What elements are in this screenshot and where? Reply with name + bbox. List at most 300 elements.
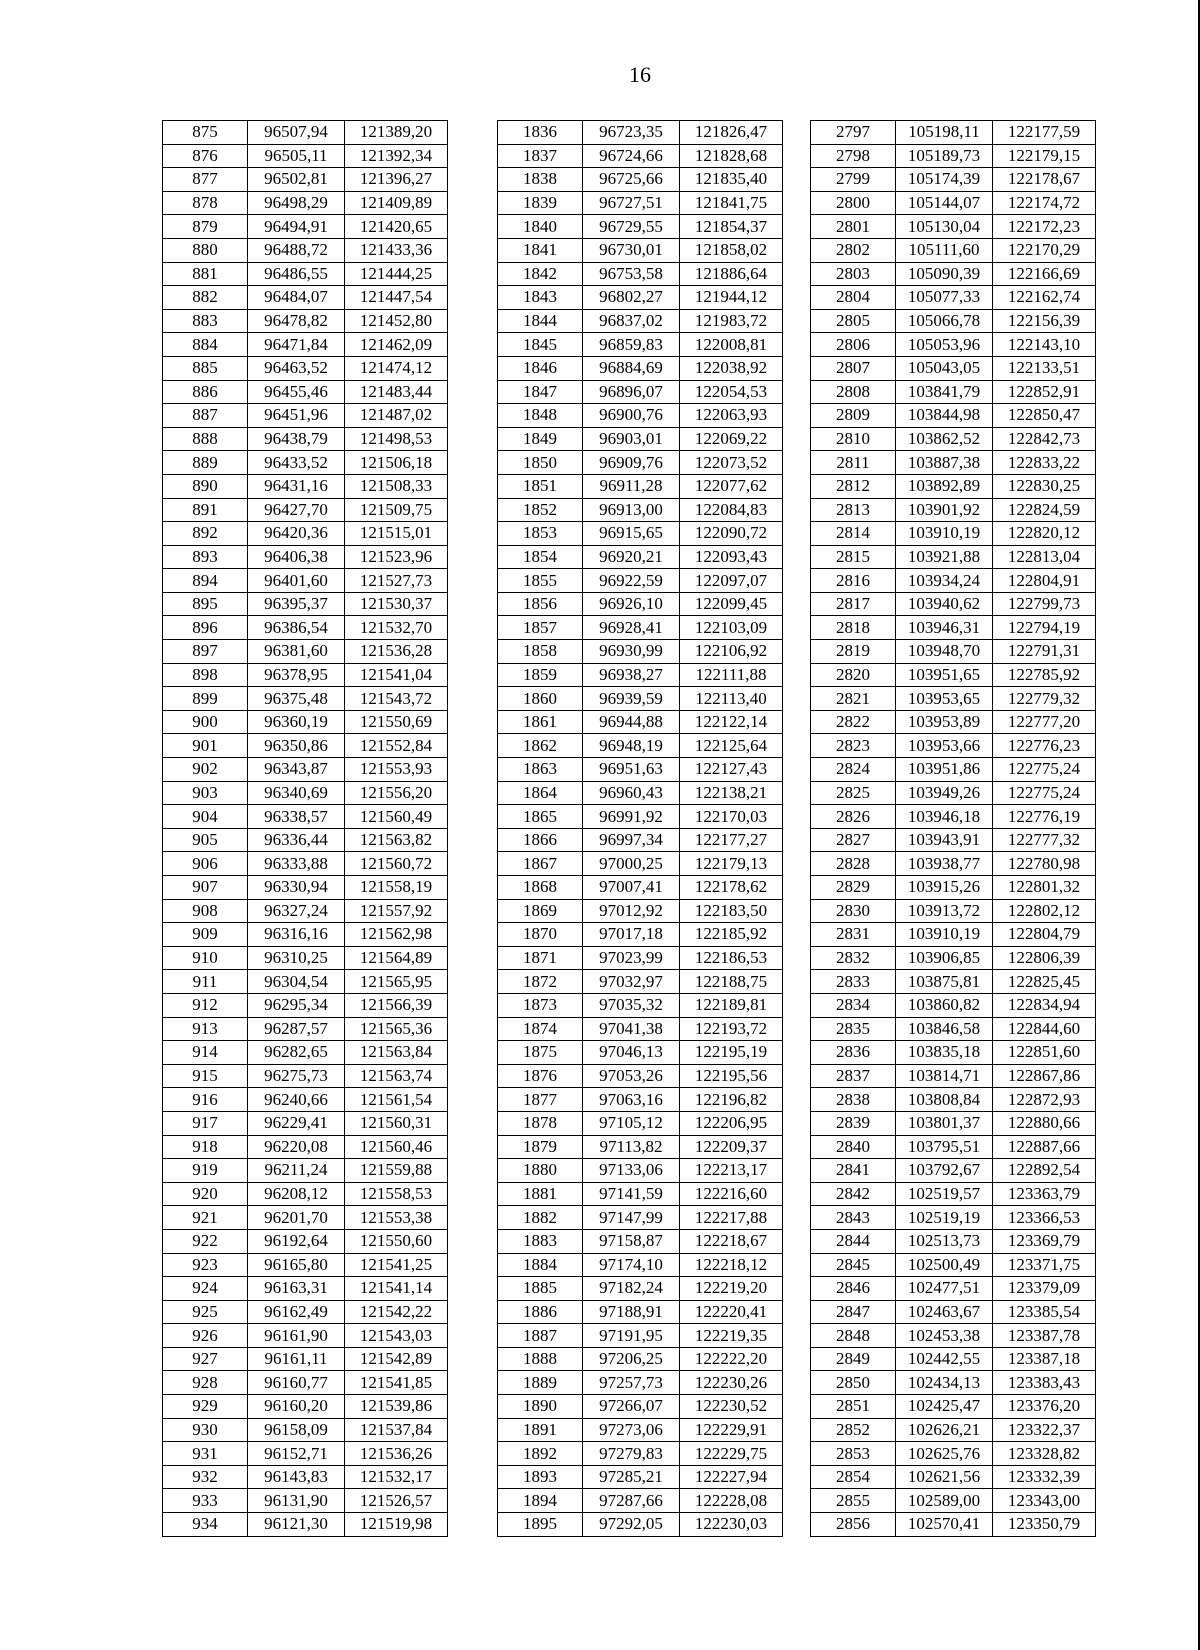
x-coordinate-cell: 105043,05 <box>896 356 993 380</box>
x-coordinate-cell: 96948,19 <box>583 734 680 758</box>
point-number-cell: 1874 <box>498 1017 583 1041</box>
point-number-cell: 924 <box>163 1277 248 1301</box>
y-coordinate-cell: 122779,32 <box>993 687 1096 711</box>
y-coordinate-cell: 121560,31 <box>345 1111 448 1135</box>
y-coordinate-cell: 122844,60 <box>993 1017 1096 1041</box>
table-row <box>498 616 783 640</box>
x-coordinate-cell: 102570,41 <box>896 1513 993 1537</box>
x-coordinate-cell: 96420,36 <box>248 522 345 546</box>
coordinates-table-2 <box>497 120 783 1537</box>
point-number-cell: 2801 <box>811 215 896 239</box>
x-coordinate-cell: 103795,51 <box>896 1135 993 1159</box>
x-coordinate-cell: 103844,98 <box>896 404 993 428</box>
x-coordinate-cell: 96725,66 <box>583 168 680 192</box>
point-number-cell: 916 <box>163 1088 248 1112</box>
y-coordinate-cell: 122133,51 <box>993 356 1096 380</box>
y-coordinate-cell: 122054,53 <box>680 380 783 404</box>
x-coordinate-cell: 102513,73 <box>896 1229 993 1253</box>
x-coordinate-cell: 102434,13 <box>896 1371 993 1395</box>
table-row <box>163 427 448 451</box>
table-row <box>811 1371 1096 1395</box>
point-number-cell: 930 <box>163 1418 248 1442</box>
table-row <box>163 1395 448 1419</box>
y-coordinate-cell: 121487,02 <box>345 404 448 428</box>
y-coordinate-cell: 121566,39 <box>345 993 448 1017</box>
x-coordinate-cell: 96433,52 <box>248 451 345 475</box>
point-number-cell: 1857 <box>498 616 583 640</box>
y-coordinate-cell: 122216,60 <box>680 1182 783 1206</box>
x-coordinate-cell: 96486,55 <box>248 262 345 286</box>
x-coordinate-cell: 96201,70 <box>248 1206 345 1230</box>
table-row <box>498 687 783 711</box>
x-coordinate-cell: 105090,39 <box>896 262 993 286</box>
x-coordinate-cell: 96165,80 <box>248 1253 345 1277</box>
x-coordinate-cell: 96121,30 <box>248 1513 345 1537</box>
y-coordinate-cell: 123350,79 <box>993 1513 1096 1537</box>
y-coordinate-cell: 121444,25 <box>345 262 448 286</box>
table-row <box>811 663 1096 687</box>
point-number-cell: 1854 <box>498 545 583 569</box>
x-coordinate-cell: 96938,27 <box>583 663 680 687</box>
table-row <box>498 1277 783 1301</box>
table-row <box>811 1513 1096 1537</box>
table-row <box>498 262 783 286</box>
x-coordinate-cell: 102519,19 <box>896 1206 993 1230</box>
table-row <box>498 1253 783 1277</box>
y-coordinate-cell: 121835,40 <box>680 168 783 192</box>
x-coordinate-cell: 96920,21 <box>583 545 680 569</box>
y-coordinate-cell: 121543,03 <box>345 1324 448 1348</box>
x-coordinate-cell: 96401,60 <box>248 569 345 593</box>
point-number-cell: 1875 <box>498 1041 583 1065</box>
x-coordinate-cell: 96282,65 <box>248 1041 345 1065</box>
x-coordinate-cell: 97063,16 <box>583 1088 680 1112</box>
table-row <box>163 1513 448 1537</box>
point-number-cell: 1872 <box>498 970 583 994</box>
x-coordinate-cell: 96220,08 <box>248 1135 345 1159</box>
table-row <box>498 1300 783 1324</box>
y-coordinate-cell: 122170,03 <box>680 805 783 829</box>
table-row <box>811 687 1096 711</box>
table-row <box>498 1418 783 1442</box>
x-coordinate-cell: 96502,81 <box>248 168 345 192</box>
y-coordinate-cell: 123366,53 <box>993 1206 1096 1230</box>
y-coordinate-cell: 121944,12 <box>680 286 783 310</box>
table-row <box>163 758 448 782</box>
table-row <box>163 262 448 286</box>
y-coordinate-cell: 122138,21 <box>680 781 783 805</box>
table-row <box>163 1111 448 1135</box>
point-number-cell: 914 <box>163 1041 248 1065</box>
y-coordinate-cell: 121389,20 <box>345 121 448 145</box>
point-number-cell: 1853 <box>498 522 583 546</box>
table-row <box>498 876 783 900</box>
point-number-cell: 1879 <box>498 1135 583 1159</box>
point-number-cell: 1864 <box>498 781 583 805</box>
point-number-cell: 2824 <box>811 758 896 782</box>
x-coordinate-cell: 96275,73 <box>248 1064 345 1088</box>
x-coordinate-cell: 102425,47 <box>896 1395 993 1419</box>
point-number-cell: 894 <box>163 569 248 593</box>
point-number-cell: 1893 <box>498 1465 583 1489</box>
point-number-cell: 1889 <box>498 1371 583 1395</box>
x-coordinate-cell: 96884,69 <box>583 356 680 380</box>
table-row <box>811 404 1096 428</box>
y-coordinate-cell: 122775,24 <box>993 781 1096 805</box>
x-coordinate-cell: 103915,26 <box>896 876 993 900</box>
y-coordinate-cell: 122825,45 <box>993 970 1096 994</box>
x-coordinate-cell: 96505,11 <box>248 144 345 168</box>
point-number-cell: 912 <box>163 993 248 1017</box>
x-coordinate-cell: 97041,38 <box>583 1017 680 1041</box>
x-coordinate-cell: 96310,25 <box>248 946 345 970</box>
table-row <box>498 781 783 805</box>
y-coordinate-cell: 123371,75 <box>993 1253 1096 1277</box>
point-number-cell: 1880 <box>498 1159 583 1183</box>
point-number-cell: 1856 <box>498 592 583 616</box>
x-coordinate-cell: 96730,01 <box>583 238 680 262</box>
x-coordinate-cell: 105130,04 <box>896 215 993 239</box>
table-row <box>498 899 783 923</box>
y-coordinate-cell: 121983,72 <box>680 309 783 333</box>
y-coordinate-cell: 122834,94 <box>993 993 1096 1017</box>
y-coordinate-cell: 122777,32 <box>993 828 1096 852</box>
table-row <box>163 1253 448 1277</box>
y-coordinate-cell: 122188,75 <box>680 970 783 994</box>
y-coordinate-cell: 122780,98 <box>993 852 1096 876</box>
table-row <box>163 640 448 664</box>
point-number-cell: 1883 <box>498 1229 583 1253</box>
y-coordinate-cell: 121558,19 <box>345 876 448 900</box>
x-coordinate-cell: 96240,66 <box>248 1088 345 1112</box>
x-coordinate-cell: 103814,71 <box>896 1064 993 1088</box>
point-number-cell: 906 <box>163 852 248 876</box>
coordinates-table-1 <box>162 120 448 1537</box>
point-number-cell: 879 <box>163 215 248 239</box>
point-number-cell: 1836 <box>498 121 583 145</box>
point-number-cell: 884 <box>163 333 248 357</box>
y-coordinate-cell: 121536,26 <box>345 1442 448 1466</box>
y-coordinate-cell: 122179,15 <box>993 144 1096 168</box>
point-number-cell: 888 <box>163 427 248 451</box>
table-row <box>811 309 1096 333</box>
point-number-cell: 910 <box>163 946 248 970</box>
point-number-cell: 2807 <box>811 356 896 380</box>
x-coordinate-cell: 96295,34 <box>248 993 345 1017</box>
y-coordinate-cell: 121553,38 <box>345 1206 448 1230</box>
x-coordinate-cell: 96386,54 <box>248 616 345 640</box>
x-coordinate-cell: 96211,24 <box>248 1159 345 1183</box>
x-coordinate-cell: 97257,73 <box>583 1371 680 1395</box>
point-number-cell: 1861 <box>498 710 583 734</box>
point-number-cell: 2852 <box>811 1418 896 1442</box>
y-coordinate-cell: 121562,98 <box>345 923 448 947</box>
y-coordinate-cell: 121886,64 <box>680 262 783 286</box>
y-coordinate-cell: 121483,44 <box>345 380 448 404</box>
table-row <box>163 1159 448 1183</box>
y-coordinate-cell: 122850,47 <box>993 404 1096 428</box>
y-coordinate-cell: 122073,52 <box>680 451 783 475</box>
table-row <box>163 356 448 380</box>
table-row <box>498 663 783 687</box>
point-number-cell: 918 <box>163 1135 248 1159</box>
table-row <box>498 238 783 262</box>
point-number-cell: 2806 <box>811 333 896 357</box>
y-coordinate-cell: 121558,53 <box>345 1182 448 1206</box>
x-coordinate-cell: 105198,11 <box>896 121 993 145</box>
y-coordinate-cell: 121396,27 <box>345 168 448 192</box>
y-coordinate-cell: 122069,22 <box>680 427 783 451</box>
point-number-cell: 2831 <box>811 923 896 947</box>
x-coordinate-cell: 96802,27 <box>583 286 680 310</box>
y-coordinate-cell: 122125,64 <box>680 734 783 758</box>
table-row <box>811 876 1096 900</box>
y-coordinate-cell: 122806,39 <box>993 946 1096 970</box>
x-coordinate-cell: 96455,46 <box>248 380 345 404</box>
table-row <box>163 1017 448 1041</box>
x-coordinate-cell: 105111,60 <box>896 238 993 262</box>
table-row <box>163 1347 448 1371</box>
table-row <box>811 852 1096 876</box>
x-coordinate-cell: 96926,10 <box>583 592 680 616</box>
table-row <box>498 734 783 758</box>
table-row <box>498 852 783 876</box>
y-coordinate-cell: 122220,41 <box>680 1300 783 1324</box>
y-coordinate-cell: 121541,14 <box>345 1277 448 1301</box>
y-coordinate-cell: 122179,13 <box>680 852 783 876</box>
y-coordinate-cell: 121553,93 <box>345 758 448 782</box>
point-number-cell: 2853 <box>811 1442 896 1466</box>
point-number-cell: 2817 <box>811 592 896 616</box>
x-coordinate-cell: 96327,24 <box>248 899 345 923</box>
table-row <box>498 1324 783 1348</box>
y-coordinate-cell: 122229,75 <box>680 1442 783 1466</box>
x-coordinate-cell: 96951,63 <box>583 758 680 782</box>
y-coordinate-cell: 122222,20 <box>680 1347 783 1371</box>
y-coordinate-cell: 122791,31 <box>993 640 1096 664</box>
x-coordinate-cell: 102621,56 <box>896 1465 993 1489</box>
x-coordinate-cell: 96336,44 <box>248 828 345 852</box>
table-row <box>498 1111 783 1135</box>
x-coordinate-cell: 102626,21 <box>896 1418 993 1442</box>
y-coordinate-cell: 121392,34 <box>345 144 448 168</box>
point-number-cell: 1885 <box>498 1277 583 1301</box>
y-coordinate-cell: 122867,86 <box>993 1064 1096 1088</box>
table-row <box>811 451 1096 475</box>
point-number-cell: 2825 <box>811 781 896 805</box>
x-coordinate-cell: 96427,70 <box>248 498 345 522</box>
x-coordinate-cell: 97273,06 <box>583 1418 680 1442</box>
table-row <box>498 758 783 782</box>
y-coordinate-cell: 121527,73 <box>345 569 448 593</box>
table-row <box>163 522 448 546</box>
table-row <box>811 592 1096 616</box>
point-number-cell: 2803 <box>811 262 896 286</box>
table-row <box>811 616 1096 640</box>
table-row <box>163 333 448 357</box>
table-row <box>498 1513 783 1537</box>
x-coordinate-cell: 97147,99 <box>583 1206 680 1230</box>
x-coordinate-cell: 96381,60 <box>248 640 345 664</box>
y-coordinate-cell: 122122,14 <box>680 710 783 734</box>
x-coordinate-cell: 103801,37 <box>896 1111 993 1135</box>
table-row <box>498 404 783 428</box>
x-coordinate-cell: 96451,96 <box>248 404 345 428</box>
table-row <box>811 215 1096 239</box>
y-coordinate-cell: 122008,81 <box>680 333 783 357</box>
point-number-cell: 2822 <box>811 710 896 734</box>
table-row <box>498 215 783 239</box>
table-row <box>163 1229 448 1253</box>
x-coordinate-cell: 96913,00 <box>583 498 680 522</box>
table-row <box>163 1371 448 1395</box>
table-row <box>498 970 783 994</box>
x-coordinate-cell: 96438,79 <box>248 427 345 451</box>
table-row <box>811 710 1096 734</box>
table-row <box>811 474 1096 498</box>
x-coordinate-cell: 96375,48 <box>248 687 345 711</box>
x-coordinate-cell: 96930,99 <box>583 640 680 664</box>
y-coordinate-cell: 122852,91 <box>993 380 1096 404</box>
point-number-cell: 883 <box>163 309 248 333</box>
x-coordinate-cell: 97285,21 <box>583 1465 680 1489</box>
x-coordinate-cell: 103906,85 <box>896 946 993 970</box>
point-number-cell: 2830 <box>811 899 896 923</box>
table-row <box>811 286 1096 310</box>
x-coordinate-cell: 103953,65 <box>896 687 993 711</box>
table-row <box>811 805 1096 829</box>
table-row <box>163 1088 448 1112</box>
x-coordinate-cell: 103808,84 <box>896 1088 993 1112</box>
y-coordinate-cell: 121474,12 <box>345 356 448 380</box>
point-number-cell: 882 <box>163 286 248 310</box>
x-coordinate-cell: 96378,95 <box>248 663 345 687</box>
point-number-cell: 875 <box>163 121 248 145</box>
point-number-cell: 878 <box>163 191 248 215</box>
y-coordinate-cell: 122077,62 <box>680 474 783 498</box>
table-row <box>498 1347 783 1371</box>
table-row <box>811 1253 1096 1277</box>
x-coordinate-cell: 97017,18 <box>583 923 680 947</box>
point-number-cell: 1865 <box>498 805 583 829</box>
point-number-cell: 901 <box>163 734 248 758</box>
table-row <box>163 781 448 805</box>
x-coordinate-cell: 96837,02 <box>583 309 680 333</box>
y-coordinate-cell: 121506,18 <box>345 451 448 475</box>
table-row <box>498 1395 783 1419</box>
table-row <box>163 380 448 404</box>
point-number-cell: 1878 <box>498 1111 583 1135</box>
x-coordinate-cell: 96395,37 <box>248 592 345 616</box>
table-row <box>811 498 1096 522</box>
x-coordinate-cell: 102500,49 <box>896 1253 993 1277</box>
y-coordinate-cell: 121542,89 <box>345 1347 448 1371</box>
table-row <box>163 168 448 192</box>
y-coordinate-cell: 122217,88 <box>680 1206 783 1230</box>
table-row <box>498 1017 783 1041</box>
y-coordinate-cell: 122230,03 <box>680 1513 783 1537</box>
y-coordinate-cell: 121523,96 <box>345 545 448 569</box>
point-number-cell: 1837 <box>498 144 583 168</box>
coordinates-table-3 <box>810 120 1096 1537</box>
y-coordinate-cell: 122193,72 <box>680 1017 783 1041</box>
table-row <box>163 451 448 475</box>
table-row <box>498 1442 783 1466</box>
x-coordinate-cell: 96507,94 <box>248 121 345 145</box>
table-row <box>163 663 448 687</box>
point-number-cell: 919 <box>163 1159 248 1183</box>
point-number-cell: 1881 <box>498 1182 583 1206</box>
x-coordinate-cell: 103921,88 <box>896 545 993 569</box>
x-coordinate-cell: 102453,38 <box>896 1324 993 1348</box>
x-coordinate-cell: 96478,82 <box>248 309 345 333</box>
y-coordinate-cell: 122218,12 <box>680 1253 783 1277</box>
point-number-cell: 1844 <box>498 309 583 333</box>
y-coordinate-cell: 123332,39 <box>993 1465 1096 1489</box>
x-coordinate-cell: 96338,57 <box>248 805 345 829</box>
table-row <box>163 616 448 640</box>
point-number-cell: 926 <box>163 1324 248 1348</box>
x-coordinate-cell: 97023,99 <box>583 946 680 970</box>
x-coordinate-cell: 97279,83 <box>583 1442 680 1466</box>
point-number-cell: 2856 <box>811 1513 896 1537</box>
point-number-cell: 2829 <box>811 876 896 900</box>
point-number-cell: 2797 <box>811 121 896 145</box>
point-number-cell: 1849 <box>498 427 583 451</box>
table-row <box>163 1300 448 1324</box>
y-coordinate-cell: 122038,92 <box>680 356 783 380</box>
table-row <box>811 1017 1096 1041</box>
point-number-cell: 1867 <box>498 852 583 876</box>
y-coordinate-cell: 122174,72 <box>993 191 1096 215</box>
x-coordinate-cell: 96727,51 <box>583 191 680 215</box>
point-number-cell: 1860 <box>498 687 583 711</box>
y-coordinate-cell: 121519,98 <box>345 1513 448 1537</box>
y-coordinate-cell: 122162,74 <box>993 286 1096 310</box>
point-number-cell: 927 <box>163 1347 248 1371</box>
point-number-cell: 2798 <box>811 144 896 168</box>
y-coordinate-cell: 122195,19 <box>680 1041 783 1065</box>
table-row <box>498 1159 783 1183</box>
table-row <box>163 852 448 876</box>
x-coordinate-cell: 102477,51 <box>896 1277 993 1301</box>
x-coordinate-cell: 102589,00 <box>896 1489 993 1513</box>
x-coordinate-cell: 102519,57 <box>896 1182 993 1206</box>
table-row <box>811 191 1096 215</box>
table-row <box>811 569 1096 593</box>
x-coordinate-cell: 103953,89 <box>896 710 993 734</box>
y-coordinate-cell: 122195,56 <box>680 1064 783 1088</box>
x-coordinate-cell: 96333,88 <box>248 852 345 876</box>
point-number-cell: 922 <box>163 1229 248 1253</box>
y-coordinate-cell: 122219,35 <box>680 1324 783 1348</box>
y-coordinate-cell: 122183,50 <box>680 899 783 923</box>
table-row <box>163 734 448 758</box>
x-coordinate-cell: 96162,49 <box>248 1300 345 1324</box>
point-number-cell: 1870 <box>498 923 583 947</box>
point-number-cell: 2848 <box>811 1324 896 1348</box>
y-coordinate-cell: 123363,79 <box>993 1182 1096 1206</box>
point-number-cell: 934 <box>163 1513 248 1537</box>
table-row <box>163 569 448 593</box>
table-row <box>811 970 1096 994</box>
y-coordinate-cell: 122794,19 <box>993 616 1096 640</box>
y-coordinate-cell: 122887,66 <box>993 1135 1096 1159</box>
point-number-cell: 2837 <box>811 1064 896 1088</box>
table-row <box>811 333 1096 357</box>
x-coordinate-cell: 97292,05 <box>583 1513 680 1537</box>
x-coordinate-cell: 105144,07 <box>896 191 993 215</box>
